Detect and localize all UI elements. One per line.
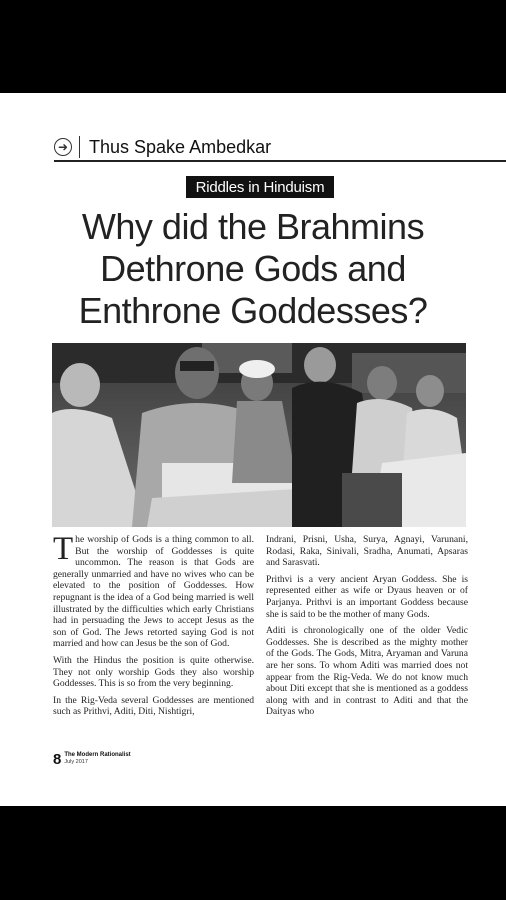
article-photo xyxy=(52,343,466,527)
series-badge: Riddles in Hinduism xyxy=(186,176,334,198)
paragraph: With the Hindus the position is quite otherwise. They not only worship Gods they also worship Goddesses. This is so from the very beginning. xyxy=(53,654,254,690)
paragraph xyxy=(53,531,254,650)
arrow-right-circle-icon: ➜ xyxy=(54,138,72,156)
article-column-left xyxy=(53,531,254,723)
header-divider xyxy=(79,136,80,158)
paragraph-text: he worship of Gods is a thing common to all. But the worship of Goddesses is quite uncommon. The reason is that Gods are generally unmarried and have no wives who can be elevated to the position of Goddesses. How repugnant is the idea of a God being married is well illustrated by the difficulties which early Christians had in persuading the Jews to accept Jesus as the son of God. The Jews retorted saying God is not married and how can Jesus be the son of God. xyxy=(53,534,254,650)
photo-illustration xyxy=(52,343,466,527)
issue-date: July 2017 xyxy=(64,759,88,765)
magazine-name: The Modern Rationalist xyxy=(64,752,131,758)
article-headline xyxy=(30,206,476,332)
drop-cap: T xyxy=(53,531,74,567)
paragraph: Aditi is chronologically one of the older Vedic Goddesses. She is described as the mighty mother of the Gods. The Gods, Mitra, Aryaman and Varuna are her sons. To whom Aditi was married does not appear from the Rig-Veda. We do not know much about Diti except that she is mentioned as a goddess along with and in contrast to Aditi and that the Daityas who xyxy=(266,625,468,718)
page-footer xyxy=(53,752,131,768)
paragraph: In the Rig-Veda several Goddesses are mentioned such as Prithvi, Aditi, Diti, Nishtigri, xyxy=(53,694,254,718)
headline-line-1: Why did the Brahmins xyxy=(81,206,425,247)
page-number: 8 xyxy=(53,751,62,768)
section-header xyxy=(54,133,271,161)
section-title: Thus Spake Ambedkar xyxy=(89,136,272,157)
article-column-right xyxy=(266,534,468,723)
headline-line-3: Enthrone Goddesses? xyxy=(78,290,428,331)
header-rule xyxy=(54,160,506,162)
headline-line-2: Dethrone Gods and xyxy=(100,248,406,289)
paragraph: Indrani, Prisni, Usha, Surya, Agnayi, Varunani, Rodasi, Raka, Sinivali, Sradha, Anumati, Apsaras and Sarasvati. xyxy=(266,534,468,569)
footer-info xyxy=(64,752,130,766)
magazine-page xyxy=(0,93,506,806)
paragraph: Prithvi is a very ancient Aryan Goddess. She is represented either as wife or Dyaus heaven or of Parjanya. Prithvi is an important Goddess because she is said to be the mother of many Gods. xyxy=(266,573,468,620)
